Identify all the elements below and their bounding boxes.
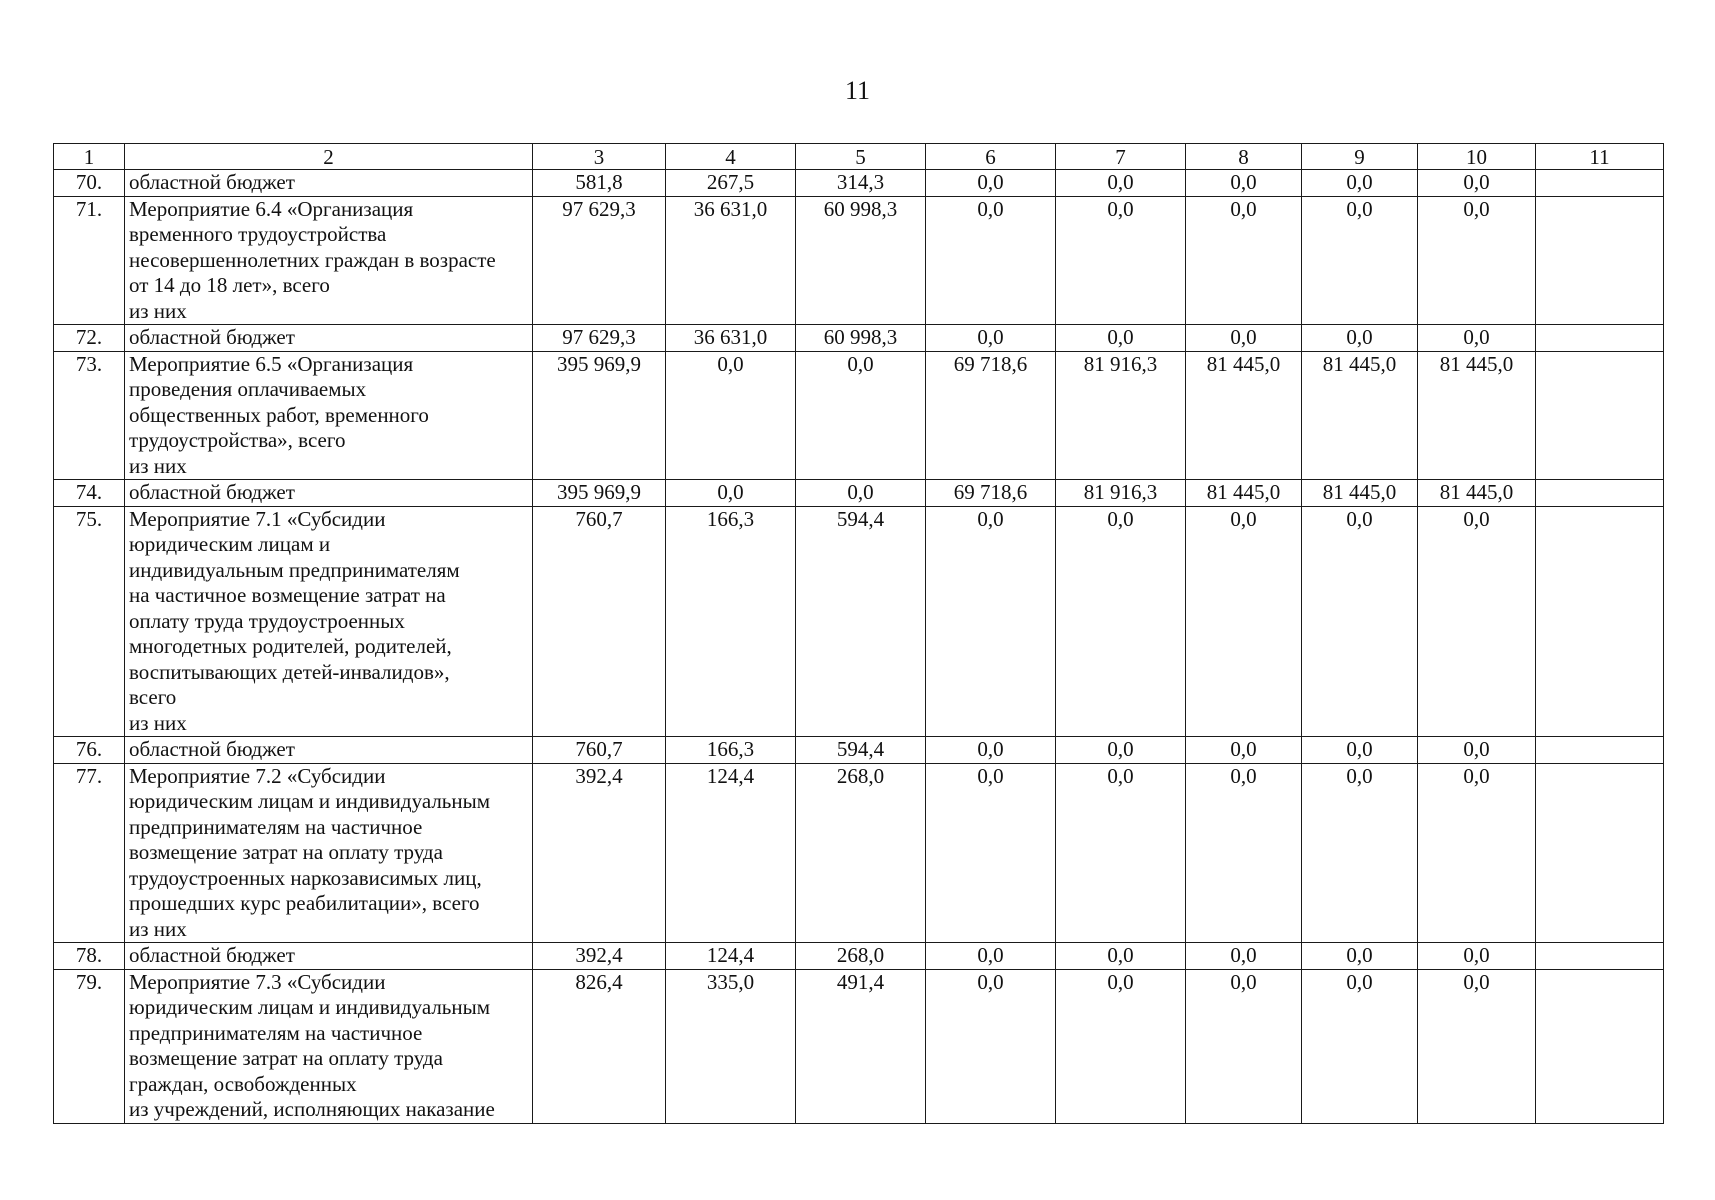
item-name-line: Мероприятие 7.3 «Субсидии: [129, 969, 386, 994]
value-cell-col-10: 0,0: [1418, 969, 1536, 1123]
item-name-cell: [125, 506, 533, 737]
item-name-line: проведения оплачиваемых: [129, 377, 367, 401]
value-cell-col-11: [1536, 480, 1664, 507]
value-cell-col-3: 826,4: [533, 969, 666, 1123]
item-name-cell: [125, 969, 533, 1123]
item-name-line: несовершеннолетних граждан в возрасте: [129, 247, 496, 272]
column-header: 11: [1536, 144, 1664, 170]
value-cell-col-7: 81 916,3: [1056, 480, 1186, 507]
column-header: 10: [1418, 144, 1536, 170]
value-cell-col-5: 268,0: [796, 943, 926, 970]
item-name-line: из них: [129, 298, 187, 323]
value-cell-col-7: 0,0: [1056, 506, 1186, 737]
value-cell-col-7: 0,0: [1056, 943, 1186, 970]
value-cell-col-9: 81 445,0: [1302, 351, 1418, 480]
item-name-line: из них: [129, 453, 187, 478]
value-cell-col-5: 0,0: [796, 351, 926, 480]
value-cell-col-6: 69 718,6: [926, 480, 1056, 507]
value-cell-col-5: 268,0: [796, 763, 926, 943]
value-cell-col-5: 0,0: [796, 480, 926, 507]
value-cell-col-11: [1536, 763, 1664, 943]
value-cell-col-6: 0,0: [926, 969, 1056, 1123]
item-name-line: из них: [129, 710, 187, 735]
value-cell-col-4: 36 631,0: [666, 325, 796, 352]
item-name-line: общественных работ, временного: [129, 402, 429, 427]
column-header: 6: [926, 144, 1056, 170]
row-number: 75.: [54, 506, 125, 737]
item-name-cell: [125, 170, 533, 197]
value-cell-col-11: [1536, 325, 1664, 352]
value-cell-col-6: 0,0: [926, 737, 1056, 764]
item-name-line: из учреждений, исполняющих наказание: [129, 1097, 495, 1121]
column-header: 3: [533, 144, 666, 170]
item-name-line: возмещение затрат на оплату труда: [129, 840, 443, 864]
column-header: 7: [1056, 144, 1186, 170]
table-body: [54, 144, 1664, 1124]
value-cell-col-3: 97 629,3: [533, 196, 666, 325]
item-name-cell: [125, 351, 533, 480]
table-row: [54, 737, 1664, 764]
item-name-line: областной бюджет: [129, 170, 295, 194]
item-name-line: оплату труда трудоустроенных: [129, 608, 405, 633]
item-name-line: всего: [129, 685, 177, 709]
item-name-line: областной бюджет: [129, 480, 295, 504]
value-cell-col-4: 124,4: [666, 763, 796, 943]
column-header: 5: [796, 144, 926, 170]
item-name-cell: [125, 737, 533, 764]
value-cell-col-10: 0,0: [1418, 737, 1536, 764]
value-cell-col-3: 395 969,9: [533, 480, 666, 507]
value-cell-col-11: [1536, 196, 1664, 325]
value-cell-col-8: 81 445,0: [1186, 480, 1302, 507]
value-cell-col-10: 0,0: [1418, 325, 1536, 352]
table-row: [54, 325, 1664, 352]
value-cell-col-4: 335,0: [666, 969, 796, 1123]
value-cell-col-9: 0,0: [1302, 969, 1418, 1123]
value-cell-col-3: 392,4: [533, 943, 666, 970]
value-cell-col-8: 0,0: [1186, 506, 1302, 737]
value-cell-col-7: 0,0: [1056, 196, 1186, 325]
value-cell-col-4: 0,0: [666, 480, 796, 507]
table-row: [54, 943, 1664, 970]
value-cell-col-5: 594,4: [796, 506, 926, 737]
value-cell-col-10: 0,0: [1418, 170, 1536, 197]
column-header: 2: [125, 144, 533, 170]
value-cell-col-9: 0,0: [1302, 763, 1418, 943]
item-name-line: граждан, освобожденных: [129, 1071, 357, 1096]
value-cell-col-6: 69 718,6: [926, 351, 1056, 480]
value-cell-col-11: [1536, 969, 1664, 1123]
item-name-line: многодетных родителей, родителей,: [129, 634, 452, 658]
value-cell-col-8: 0,0: [1186, 969, 1302, 1123]
table-row: [54, 170, 1664, 197]
value-cell-col-3: 97 629,3: [533, 325, 666, 352]
value-cell-col-3: 760,7: [533, 737, 666, 764]
row-number: 73.: [54, 351, 125, 480]
item-name-line: областной бюджет: [129, 737, 295, 761]
value-cell-col-8: 0,0: [1186, 196, 1302, 325]
item-name-cell: [125, 763, 533, 943]
value-cell-col-3: 392,4: [533, 763, 666, 943]
item-name-line: областной бюджет: [129, 325, 295, 349]
table-row: [54, 351, 1664, 480]
item-name-line: воспитывающих детей-инвалидов»,: [129, 659, 450, 684]
item-name-line: индивидуальным предпринимателям: [129, 557, 460, 582]
value-cell-col-9: 0,0: [1302, 737, 1418, 764]
value-cell-col-8: 0,0: [1186, 737, 1302, 764]
row-number: 71.: [54, 196, 125, 325]
item-name-line: на частичное возмещение затрат на: [129, 583, 446, 607]
row-number: 72.: [54, 325, 125, 352]
value-cell-col-6: 0,0: [926, 196, 1056, 325]
value-cell-col-6: 0,0: [926, 506, 1056, 737]
item-name-cell: [125, 325, 533, 352]
table-row: [54, 506, 1664, 737]
value-cell-col-9: 0,0: [1302, 506, 1418, 737]
value-cell-col-6: 0,0: [926, 763, 1056, 943]
value-cell-col-11: [1536, 737, 1664, 764]
value-cell-col-5: 60 998,3: [796, 196, 926, 325]
value-cell-col-8: 81 445,0: [1186, 351, 1302, 480]
item-name-line: трудоустройства», всего: [129, 428, 346, 452]
item-name-line: прошедших курс реабилитации», всего: [129, 891, 480, 915]
item-name-line: областной бюджет: [129, 943, 295, 967]
table-row: [54, 763, 1664, 943]
column-number-header-row: [54, 144, 1664, 170]
value-cell-col-10: 0,0: [1418, 943, 1536, 970]
item-name-line: из них: [129, 916, 187, 941]
item-name-line: Мероприятие 6.5 «Организация: [129, 351, 414, 376]
value-cell-col-5: 491,4: [796, 969, 926, 1123]
value-cell-col-6: 0,0: [926, 943, 1056, 970]
row-number: 79.: [54, 969, 125, 1123]
value-cell-col-7: 0,0: [1056, 737, 1186, 764]
value-cell-col-5: 60 998,3: [796, 325, 926, 352]
column-header: 8: [1186, 144, 1302, 170]
column-header: 9: [1302, 144, 1418, 170]
value-cell-col-11: [1536, 943, 1664, 970]
table-row: [54, 196, 1664, 325]
value-cell-col-10: 0,0: [1418, 763, 1536, 943]
column-header: 1: [54, 144, 125, 170]
item-name-line: юридическим лицам и индивидуальным: [129, 995, 491, 1019]
value-cell-col-7: 0,0: [1056, 763, 1186, 943]
value-cell-col-11: [1536, 351, 1664, 480]
value-cell-col-5: 314,3: [796, 170, 926, 197]
value-cell-col-3: 760,7: [533, 506, 666, 737]
value-cell-col-10: 0,0: [1418, 506, 1536, 737]
item-name-cell: [125, 480, 533, 507]
item-name-line: временного трудоустройства: [129, 222, 387, 246]
table-row: [54, 969, 1664, 1123]
value-cell-col-11: [1536, 170, 1664, 197]
value-cell-col-7: 0,0: [1056, 325, 1186, 352]
value-cell-col-9: 0,0: [1302, 325, 1418, 352]
item-name-line: предпринимателям на частичное: [129, 1020, 423, 1045]
value-cell-col-7: 0,0: [1056, 170, 1186, 197]
value-cell-col-7: 0,0: [1056, 969, 1186, 1123]
item-name-line: юридическим лицам и индивидуальным: [129, 789, 491, 813]
item-name-line: предпринимателям на частичное: [129, 814, 423, 839]
value-cell-col-8: 0,0: [1186, 325, 1302, 352]
value-cell-col-10: 0,0: [1418, 196, 1536, 325]
value-cell-col-6: 0,0: [926, 325, 1056, 352]
value-cell-col-4: 124,4: [666, 943, 796, 970]
value-cell-col-6: 0,0: [926, 170, 1056, 197]
value-cell-col-4: 36 631,0: [666, 196, 796, 325]
item-name-line: Мероприятие 7.2 «Субсидии: [129, 763, 386, 788]
item-name-line: юридическим лицам и: [129, 532, 331, 556]
value-cell-col-9: 0,0: [1302, 196, 1418, 325]
value-cell-col-9: 81 445,0: [1302, 480, 1418, 507]
value-cell-col-9: 0,0: [1302, 170, 1418, 197]
value-cell-col-7: 81 916,3: [1056, 351, 1186, 480]
item-name-cell: [125, 196, 533, 325]
item-name-line: возмещение затрат на оплату труда: [129, 1046, 443, 1070]
value-cell-col-3: 395 969,9: [533, 351, 666, 480]
item-name-cell: [125, 943, 533, 970]
item-name-line: Мероприятие 6.4 «Организация: [129, 196, 414, 221]
item-name-line: Мероприятие 7.1 «Субсидии: [129, 506, 386, 531]
value-cell-col-4: 166,3: [666, 506, 796, 737]
row-number: 78.: [54, 943, 125, 970]
value-cell-col-8: 0,0: [1186, 170, 1302, 197]
item-name-line: трудоустроенных наркозависимых лиц,: [129, 865, 482, 890]
row-number: 74.: [54, 480, 125, 507]
budget-table: [53, 143, 1664, 1124]
value-cell-col-10: 81 445,0: [1418, 351, 1536, 480]
value-cell-col-4: 166,3: [666, 737, 796, 764]
column-header: 4: [666, 144, 796, 170]
value-cell-col-4: 267,5: [666, 170, 796, 197]
item-name-line: от 14 до 18 лет», всего: [129, 273, 330, 297]
value-cell-col-4: 0,0: [666, 351, 796, 480]
value-cell-col-11: [1536, 506, 1664, 737]
table-row: [54, 480, 1664, 507]
row-number: 77.: [54, 763, 125, 943]
row-number: 70.: [54, 170, 125, 197]
page-number: 11: [844, 76, 871, 105]
value-cell-col-3: 581,8: [533, 170, 666, 197]
value-cell-col-10: 81 445,0: [1418, 480, 1536, 507]
value-cell-col-9: 0,0: [1302, 943, 1418, 970]
value-cell-col-8: 0,0: [1186, 943, 1302, 970]
value-cell-col-8: 0,0: [1186, 763, 1302, 943]
value-cell-col-5: 594,4: [796, 737, 926, 764]
row-number: 76.: [54, 737, 125, 764]
